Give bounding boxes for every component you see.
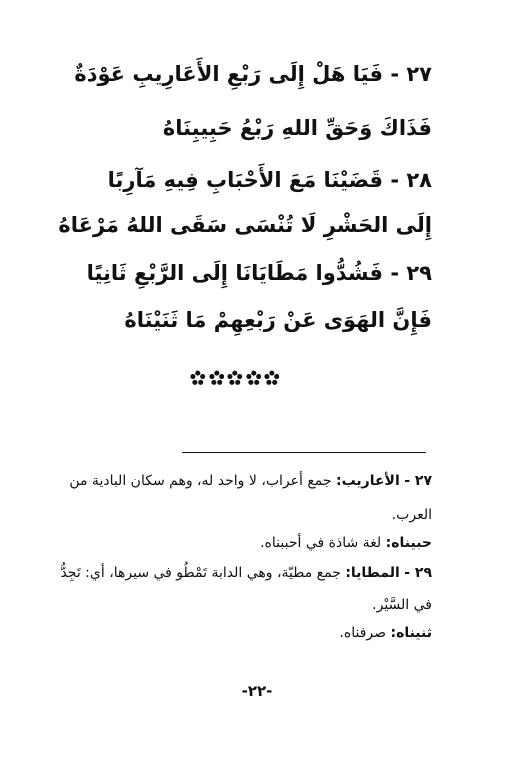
footnote-term: الأعاريب: <box>335 473 400 489</box>
footnote-27-line-2 <box>392 508 432 522</box>
verse-text: إِلَى الحَشْرِ لَا تُنْسَى سَقَى اللهُ مَرْعَاهُ <box>58 213 432 237</box>
verse-29-line-1 <box>87 263 432 284</box>
verse-number: ٢٩ - <box>390 261 432 285</box>
verse-28-line-1 <box>108 170 432 191</box>
footnote-29-line-1 <box>60 566 432 580</box>
flower-ornament-icon <box>227 370 243 386</box>
flower-ornament-icon <box>264 370 280 386</box>
flower-ornament-icon <box>246 370 262 386</box>
footnote-29-line-2 <box>372 598 432 612</box>
footnote-thanaynah <box>339 626 432 640</box>
verse-text: قَضَيْنَا مَعَ الأَحْبَابِ فِيهِ مَآرِبًا <box>107 168 384 192</box>
flower-ornament-row <box>190 370 280 390</box>
verse-number: ٢٧ - <box>390 62 432 86</box>
footnote-term: ثنيناه: <box>390 625 432 641</box>
verse-number: ٢٨ - <box>390 168 432 192</box>
verse-29-line-2 <box>124 310 432 331</box>
footnote-text: صرفناه. <box>339 625 387 641</box>
flower-ornament-icon <box>190 370 206 386</box>
footnote-habibnah <box>260 536 432 550</box>
flower-ornament-icon <box>209 370 225 386</box>
footnote-text: جمع مطيّة، وهي الدابة تَمْطُو في سيرها، أي: تَجِدُّ <box>60 565 341 581</box>
footnote-term: حبيناه: <box>385 535 432 551</box>
footnote-text: العرب. <box>391 507 432 523</box>
footnote-term: المطايا: <box>345 565 400 581</box>
footnote-number: ٢٧ - <box>404 473 432 489</box>
footnote-text: جمع أعراب، لا واحد له، وهم سكان البادية من <box>69 473 332 489</box>
verse-text: فَشُدُّوا مَطَايَانَا إِلَى الرَّبْعِ ثَانِيًا <box>86 261 384 285</box>
verse-27-line-1 <box>74 64 432 85</box>
verse-text: فَيَا هَلْ إِلَى رَبْعِ الأَعَارِيبِ عَوْدَةٌ <box>74 62 384 86</box>
verse-text: فَذَاكَ وَحَقِّ اللهِ رَبْعُ حَبِيبِنَاهُ <box>162 116 432 140</box>
footnote-text: لغة شاذة في أحببناه. <box>260 535 382 551</box>
verse-text: فَإِنَّ الهَوَى عَنْ رَبْعِهِمْ مَا ثَنَيْنَاهُ <box>124 308 432 332</box>
verse-28-line-2 <box>58 215 432 236</box>
page-number: -٢٢- <box>241 682 273 700</box>
footnote-number: ٢٩ - <box>404 565 432 581</box>
footnote-27-line-1 <box>69 474 432 488</box>
footnote-separator <box>182 452 426 453</box>
verse-27-line-2 <box>163 118 432 139</box>
footnote-text: في السَّيْر. <box>372 597 432 613</box>
